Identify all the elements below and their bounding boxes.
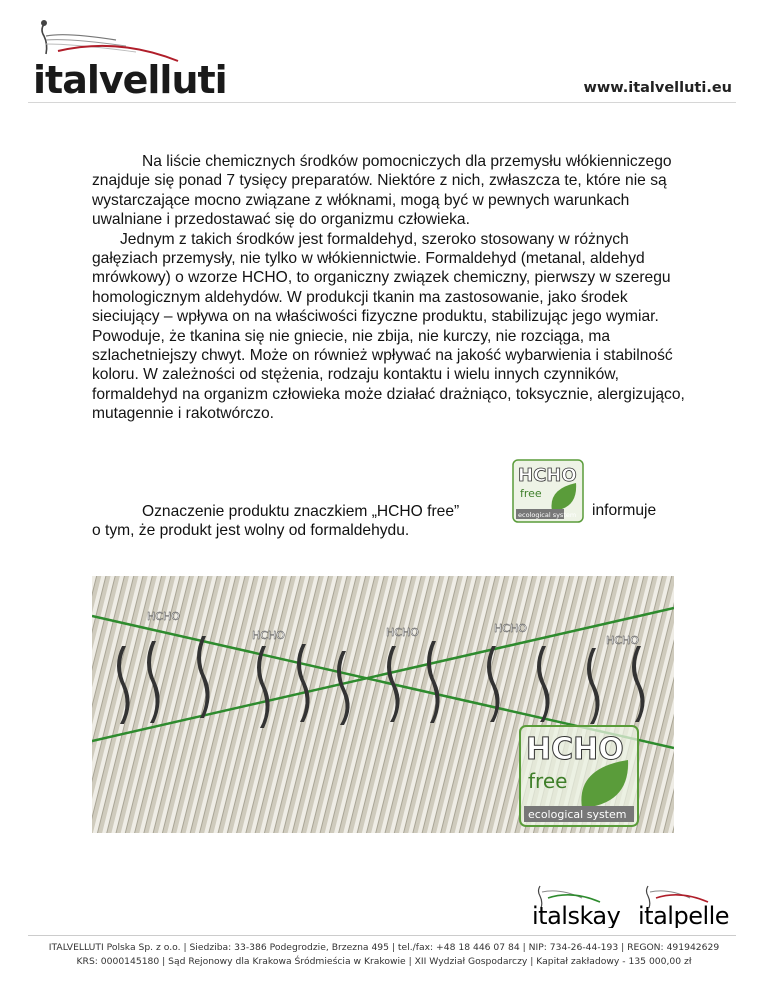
logo-wordmark: italvelluti xyxy=(33,58,227,102)
paragraph-2: Jednym z takich środków jest formaldehyd, szeroko stosowany w różnych gałęziach przemysły, nie tylko w włókiennictwie. Formaldehyd (metanal, aldehyd mrówkowy) o wzorze HCHO, to organiczny związek chemiczny, pierwszy w szeregu homologicznym aldehydów. W produkcji tkanin ma zastosowanie, jako środek sieciujący – wpływa on na właściwości fizyczne produktu, stabilizując jego wymiar. Powoduje, że tkanina się nie gniecie, nie zbija, nie kurczy, nie rozciąga, ma szlachetniejszy chwyt. Może on również wpływać na jakość wybarwienia i stabilność koloru. W zależności od stężenia, rodzaju kontaktu i wielu innych czynników, formaldehyd na organizm człowieka może działać drażniąco, toksycznie, alergizująco, mutagennie i rakotwórczo. xyxy=(92,230,685,423)
hcho-free-badge-small xyxy=(512,459,584,523)
italskay-wordmark: italskay xyxy=(532,902,621,928)
badge-large-free: free xyxy=(528,769,568,793)
hcho-free-badge-large xyxy=(520,726,638,826)
hcho-label-1: HCHO xyxy=(147,610,180,623)
peacock-icon xyxy=(42,21,136,54)
hcho-label-3: HCHO xyxy=(386,626,419,639)
badge-small-free: free xyxy=(520,487,542,500)
hcho-label-4: HCHO xyxy=(494,622,527,635)
article-body xyxy=(92,152,692,424)
note-line-1-end: informuje xyxy=(592,502,657,519)
footer-divider xyxy=(28,935,736,936)
website-link[interactable]: www.italvelluti.eu xyxy=(583,80,732,96)
badge-small-title: HCHO xyxy=(518,465,577,486)
badge-small-caption: ecological system xyxy=(518,511,577,519)
italpelle-logo xyxy=(638,886,729,928)
badge-large-title: HCHO xyxy=(526,732,624,767)
badge-large-caption: ecological system xyxy=(528,808,627,821)
note-line-1: Oznaczenie produktu znaczkiem „HCHO free” xyxy=(142,503,460,520)
note-line-2: o tym, że produkt jest wolny od formaldehydu. xyxy=(92,522,410,540)
hcho-fabric-illustration xyxy=(92,576,674,833)
company-info-line-1: ITALVELLUTI Polska Sp. z o.o. | Siedziba: 33-386 Podegrodzie, Brzezna 495 | tel./fax: +48 18 446 07 84 | NIP: 734-26-44-193 | REGON: 491942629 xyxy=(48,942,720,953)
italpelle-wordmark: italpelle xyxy=(638,902,730,928)
hcho-label-2: HCHO xyxy=(252,629,285,642)
italskay-logo xyxy=(532,886,621,928)
company-info-line-2: KRS: 0000145180 | Sąd Rejonowy dla Krakowa Śródmieścia w Krakowie | XII Wydział Gospodarczy | Kapitał zakładowy - 135 000,00 zł xyxy=(76,956,692,967)
hcho-label-5: HCHO xyxy=(606,634,639,647)
partner-logos xyxy=(530,878,740,928)
header-divider xyxy=(28,102,736,103)
paragraph-1: Na liście chemicznych środków pomocniczych dla przemysłu włókienniczego znajduje się ponad 7 tysięcy preparatów. Niektóre z nich, zwłaszcza te, które nie są wystarczające mocno związane z włóknami, mogą być w pewnych warunkach uwalniane i przedostawać się do organizmu człowieka. xyxy=(92,153,672,229)
